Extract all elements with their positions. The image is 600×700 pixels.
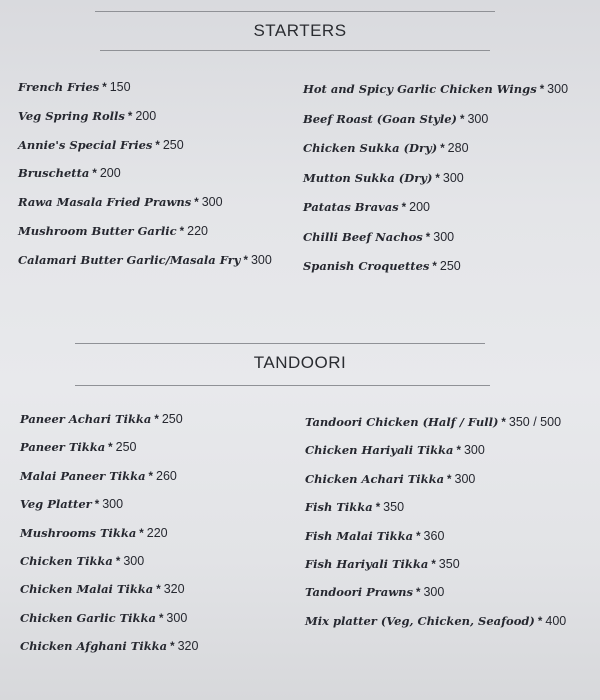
price-separator: * — [501, 417, 506, 429]
menu-item-name: Veg Spring Rolls — [18, 108, 125, 123]
menu-item — [305, 500, 404, 514]
menu-item-price: 300 — [123, 554, 145, 568]
menu-item — [305, 557, 460, 571]
section-rule-top — [95, 11, 495, 12]
menu-item-price: 300 — [547, 82, 569, 96]
menu-item-name: Paneer Tikka — [20, 440, 106, 455]
menu-item-price: 320 — [163, 582, 185, 597]
menu-item — [20, 412, 183, 426]
price-separator: * — [155, 139, 160, 152]
menu-item-price: 350 / 500 — [508, 415, 562, 429]
price-separator: * — [92, 168, 97, 181]
menu-item-name: Fish Malai Tikka — [305, 528, 414, 543]
menu-item — [303, 259, 461, 273]
price-separator: * — [170, 641, 175, 654]
menu-item-price: 200 — [409, 200, 430, 214]
menu-item — [303, 112, 488, 126]
menu-item — [18, 138, 184, 152]
menu-item — [18, 109, 156, 123]
menu-item — [305, 585, 444, 599]
price-separator: * — [459, 113, 465, 126]
price-separator: * — [156, 584, 161, 597]
section-rule-bottom — [100, 50, 490, 51]
menu-item — [305, 529, 444, 543]
menu-item — [18, 195, 223, 209]
menu-item-price: 250 — [439, 259, 461, 273]
price-separator: * — [456, 445, 461, 458]
menu-item-price: 400 — [545, 613, 567, 628]
price-separator: * — [440, 143, 445, 155]
price-separator: * — [154, 414, 159, 426]
menu-item-price: 300 — [463, 443, 485, 458]
menu-item-name: Beef Roast (Goan Style) — [303, 111, 457, 126]
price-separator: * — [447, 473, 452, 486]
price-separator: * — [401, 202, 407, 214]
menu-item — [303, 171, 464, 185]
menu-item — [303, 230, 454, 244]
menu-item-name: Tandoori Chicken (Half / Full) — [305, 415, 499, 429]
menu-item — [20, 554, 144, 568]
price-separator: * — [179, 226, 185, 238]
menu-item — [20, 639, 198, 653]
menu-item-price: 250 — [161, 412, 183, 426]
menu-item-price: 260 — [156, 468, 177, 483]
menu-item-price: 300 — [166, 610, 188, 625]
menu-item-name: Calamari Butter Garlic/Masala Fry — [18, 252, 241, 267]
menu-item — [305, 472, 475, 486]
section-title-starters: STARTERS — [253, 21, 347, 40]
section-rule-top — [75, 343, 485, 344]
menu-item-name: Rawa Masala Fried Prawns — [18, 195, 192, 210]
menu-item-name: Chicken Tikka — [20, 554, 113, 568]
menu-item-price: 300 — [433, 229, 455, 244]
menu-item-name: Paneer Achari Tikka — [20, 412, 152, 426]
menu-item-name: Fish Tikka — [305, 500, 373, 515]
price-separator: * — [127, 110, 133, 123]
menu-item-price: 300 — [423, 585, 445, 600]
price-separator: * — [139, 527, 144, 540]
menu-item-price: 300 — [102, 497, 124, 512]
menu-item — [305, 614, 566, 628]
menu-item — [20, 497, 123, 511]
price-separator: * — [148, 470, 154, 483]
menu-item-price: 300 — [250, 252, 272, 267]
price-separator: * — [158, 612, 164, 625]
price-separator: * — [539, 84, 545, 96]
menu-item — [20, 611, 187, 625]
menu-item-price: 300 — [442, 170, 464, 185]
menu-item — [20, 440, 137, 454]
menu-item — [303, 200, 430, 214]
menu-item-name: French Fries — [18, 80, 100, 94]
menu-item — [20, 469, 177, 483]
menu-item-name: Tandoori Prawns — [305, 585, 413, 600]
menu-item — [305, 415, 561, 429]
menu-item-price: 360 — [423, 528, 445, 543]
price-separator: * — [94, 499, 100, 512]
menu-item-name: Chicken Hariyali Tikka — [305, 443, 454, 458]
menu-item-name: Bruschetta — [18, 166, 90, 181]
price-separator: * — [115, 556, 121, 568]
price-separator: * — [194, 197, 199, 210]
menu-item-name: Fish Hariyali Tikka — [305, 557, 429, 571]
menu-item-name: Patatas Bravas — [303, 200, 399, 214]
menu-item — [20, 582, 185, 596]
menu-item — [18, 166, 121, 180]
menu-item-name: Chicken Sukka (Dry) — [303, 141, 438, 155]
menu-item — [303, 82, 568, 96]
menu-item-price: 300 — [467, 111, 489, 126]
menu-item-name: Spanish Croquettes — [303, 259, 430, 273]
menu-item-price: 220 — [146, 525, 168, 540]
menu-item-name: Chilli Beef Nachos — [303, 229, 423, 244]
menu-item-price: 250 — [115, 440, 137, 455]
menu-item — [18, 80, 131, 94]
price-separator: * — [425, 231, 431, 244]
price-separator: * — [435, 172, 440, 185]
menu-item-name: Hot and Spicy Garlic Chicken Wings — [303, 82, 537, 96]
menu-item-name: Chicken Afghani Tikka — [20, 639, 168, 654]
menu-item-price: 150 — [109, 80, 131, 94]
menu-item-name: Mushroom Butter Garlic — [18, 224, 177, 238]
price-separator: * — [108, 442, 113, 455]
menu-item-price: 200 — [135, 108, 157, 123]
price-separator: * — [431, 559, 436, 571]
menu-item-price: 250 — [162, 137, 184, 152]
menu-item-name: Chicken Achari Tikka — [305, 471, 445, 486]
price-separator: * — [415, 587, 421, 600]
menu-item-price: 320 — [177, 639, 199, 654]
section-title-tandoori: TANDOORI — [253, 353, 347, 372]
menu-item — [20, 526, 168, 540]
section-rule-bottom — [75, 385, 490, 386]
price-separator: * — [102, 82, 107, 94]
price-separator: * — [416, 530, 421, 543]
menu-item — [18, 224, 208, 238]
menu-item — [303, 141, 469, 155]
price-separator: * — [537, 615, 543, 628]
menu-item-price: 280 — [447, 141, 469, 155]
menu-item-price: 350 — [383, 500, 405, 515]
price-separator: * — [243, 254, 248, 267]
price-separator: * — [375, 502, 381, 515]
menu-item-price: 300 — [201, 195, 223, 210]
menu-item — [305, 443, 485, 457]
menu-item-price: 220 — [187, 224, 208, 238]
menu-item-name: Mutton Sukka (Dry) — [303, 170, 433, 185]
menu-item-name: Chicken Malai Tikka — [20, 582, 154, 597]
menu-item-name: Veg Platter — [20, 497, 92, 512]
price-separator: * — [432, 261, 437, 273]
menu-item-price: 350 — [438, 557, 460, 571]
menu-item-name: Annie's Special Fries — [18, 137, 153, 152]
menu-item-price: 300 — [454, 471, 476, 486]
menu-item-price: 200 — [99, 166, 121, 181]
menu-item-name: Mushrooms Tikka — [20, 525, 137, 540]
menu-item-name: Malai Paneer Tikka — [20, 468, 146, 483]
menu-item-name: Mix platter (Veg, Chicken, Seafood) — [305, 613, 535, 628]
menu-item — [18, 253, 272, 267]
menu-item-name: Chicken Garlic Tikka — [20, 610, 156, 625]
